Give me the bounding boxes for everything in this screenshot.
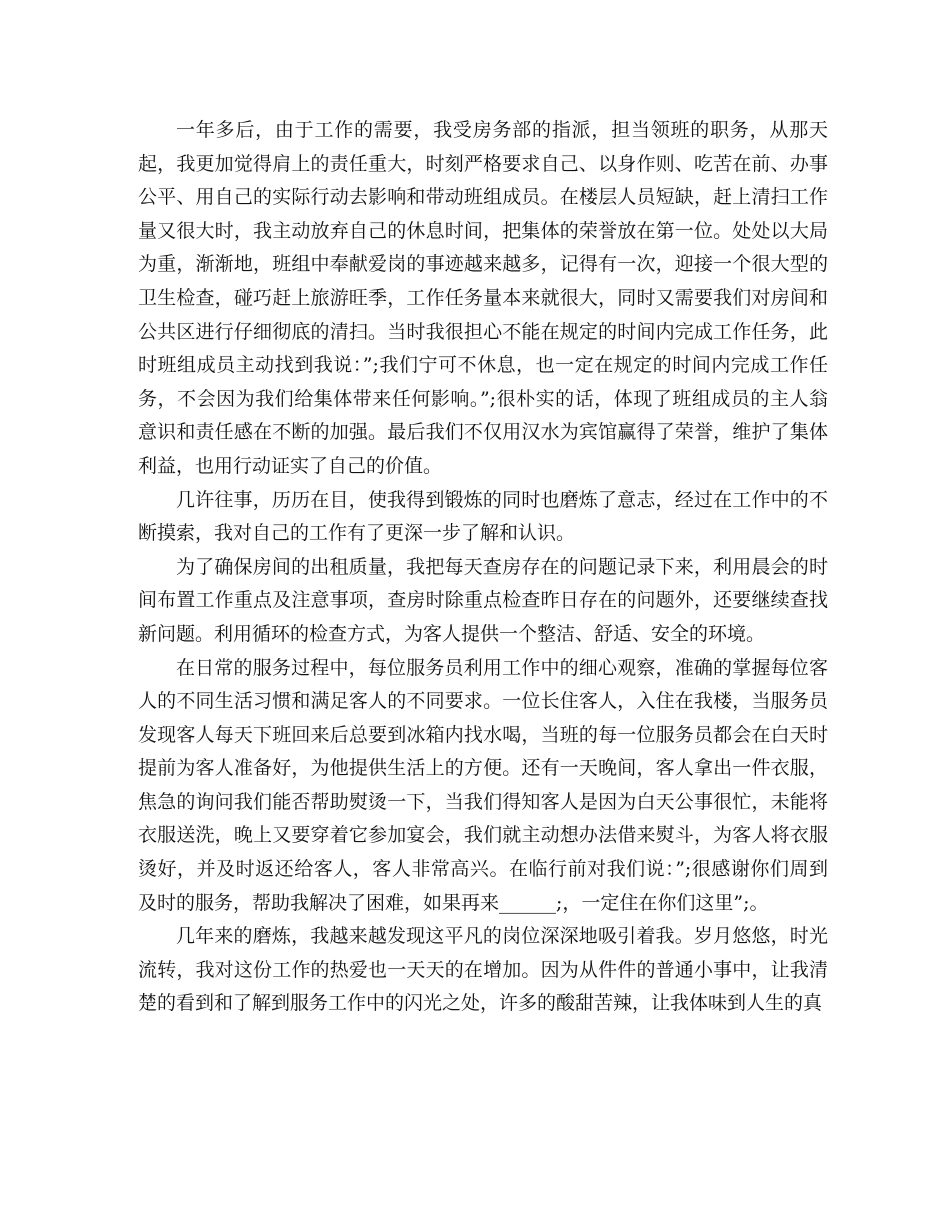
paragraph-1: 一年多后，由于工作的需要，我受房务部的指派，担当领班的职务，从那天起，我更加觉得肩上的责任重大，时刻严格要求自己、以身作则、吃苦在前、办事公平、用自己的实际行动去影响和带动班组成员。在楼层人员短缺，赶上清扫工作量又很大时，我主动放弃自己的休息时间，把集体的荣誉放在第一位。处处以大局为重，渐渐地，班组中奉献爱岗的事迹越来越多，记得有一次，迎接一个很大型的卫生检查，碰巧赶上旅游旺季，工作任务量本来就很大，同时又需要我们对房间和公共区进行仔细彻底的清扫。当时我很担心不能在规定的时间内完成工作任务，此时班组成员主动找到我说：”;我们宁可不休息，也一定在规定的时间内完成工作任务，不会因为我们给集体带来任何影响。”;很朴实的话，体现了班组成员的主人翁意识和责任感在不断的加强。最后我们不仅用汉水为宾馆赢得了荣誉，维护了集体利益，也用行动证实了自己的价值。 (138, 119, 828, 477)
paragraph-4: 在日常的服务过程中，每位服务员利用工作中的细心观察，准确的掌握每位客人的不同生活习惯和满足客人的不同要求。一位长住客人，入住在我楼，当服务员发现客人每天下班回来后总要到冰箱内找水喝，当班的每一位服务员都会在白天时提前为客人准备好，为他提供生活上的方便。还有一天晚间，客人拿出一件衣服，焦急的询问我们能否帮助熨烫一下，当我们得知客人是因为白天公事很忙，未能将衣服送洗，晚上又要穿着它参加宴会，我们就主动想办法借来熨斗，为客人将衣服烫好，并及时返还给客人，客人非常高兴。在临行前对我们说：”;很感谢你们周到及时的服务，帮助我解决了困难，如果再来______;，一定住在你们这里”;。 (138, 656, 828, 914)
paragraph-2: 几许往事，历历在目，使我得到锻炼的同时也磨炼了意志，经过在工作中的不断摸索，我对自己的工作有了更深一步了解和认识。 (138, 488, 828, 545)
paragraph-5: 几年来的磨炼，我越来越发现这平凡的岗位深深地吸引着我。岁月悠悠，时光流转，我对这份工作的热爱也一天天的在增加。因为从件件的普通小事中，让我清楚的看到和了解到服务工作中的闪光之处，许多的酸甜苦辣，让我体味到人生的真 (138, 925, 828, 1015)
document-body (138, 114, 828, 1021)
paragraph-3: 为了确保房间的出租质量，我把每天查房存在的问题记录下来，利用晨会的时间布置工作重点及注意事项，查房时除重点检查昨日存在的问题外，还要继续查找新问题。利用循环的检查方式，为客人提供一个整洁、舒适、安全的环境。 (138, 555, 828, 645)
